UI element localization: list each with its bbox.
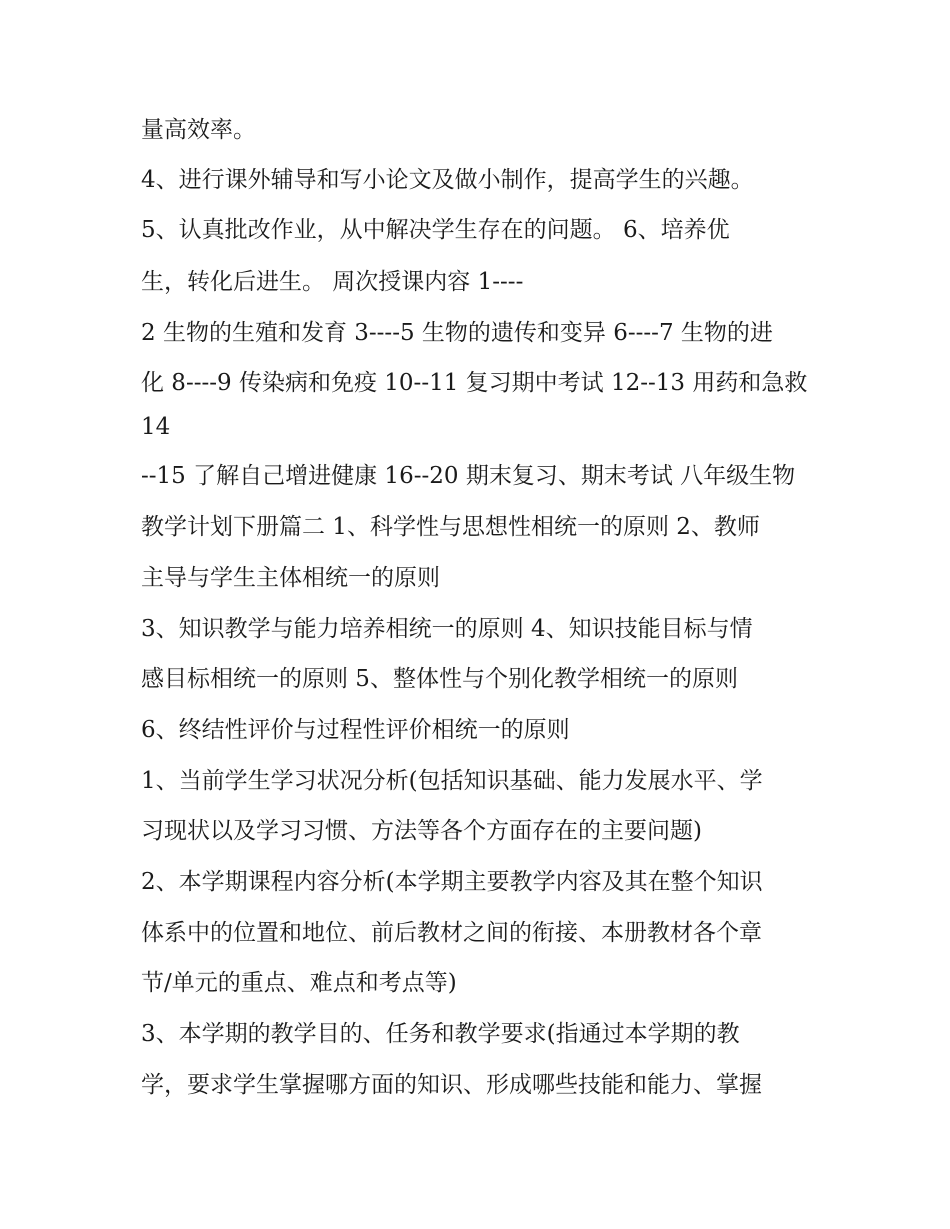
text-line: 2、本学期课程内容分析(本学期主要教学内容及其在整个知识: [141, 869, 763, 895]
text-line: 化 8----9 传染病和免疫 10--11 复习期中考试 12--13 用药和急救: [141, 370, 808, 396]
text-line: 主导与学生主体相统一的原则: [141, 565, 440, 591]
text-line: 5、认真批改作业，从中解决学生存在的问题。 6、培养优: [141, 217, 730, 243]
text-line: 量高效率。: [141, 117, 256, 143]
text-line: --15 了解自己增进健康 16--20 期末复习、期末考试 八年级生物: [141, 463, 796, 489]
text-line: 1、当前学生学习状况分析(包括知识基础、能力发展水平、学: [141, 768, 763, 794]
text-line: 学，要求学生掌握哪方面的知识、形成哪些技能和能力、掌握: [141, 1072, 762, 1098]
text-line: 感目标相统一的原则 5、整体性与个别化教学相统一的原则: [141, 666, 738, 692]
text-line: 体系中的位置和地位、前后教材之间的衔接、本册教材各个章: [141, 920, 762, 946]
text-line: 14: [141, 414, 171, 440]
text-line: 节/单元的重点、难点和考点等): [141, 970, 457, 996]
text-line: 习现状以及学习习惯、方法等各个方面存在的主要问题): [141, 818, 702, 844]
text-line: 3、本学期的教学目的、任务和教学要求(指通过本学期的教: [141, 1021, 740, 1047]
text-line: 6、终结性评价与过程性评价相统一的原则: [141, 717, 570, 743]
text-line: 生，转化后进生。 周次授课内容 1----: [141, 269, 524, 295]
text-line: 3、知识教学与能力培养相统一的原则 4、知识技能目标与情: [141, 616, 753, 642]
text-line: 2 生物的生殖和发育 3----5 生物的遗传和变异 6----7 生物的进: [141, 320, 773, 346]
text-line: 教学计划下册篇二 1、科学性与思想性相统一的原则 2、教师: [141, 514, 760, 540]
text-line: 4、进行课外辅导和写小论文及做小制作，提高学生的兴趣。: [141, 167, 754, 193]
